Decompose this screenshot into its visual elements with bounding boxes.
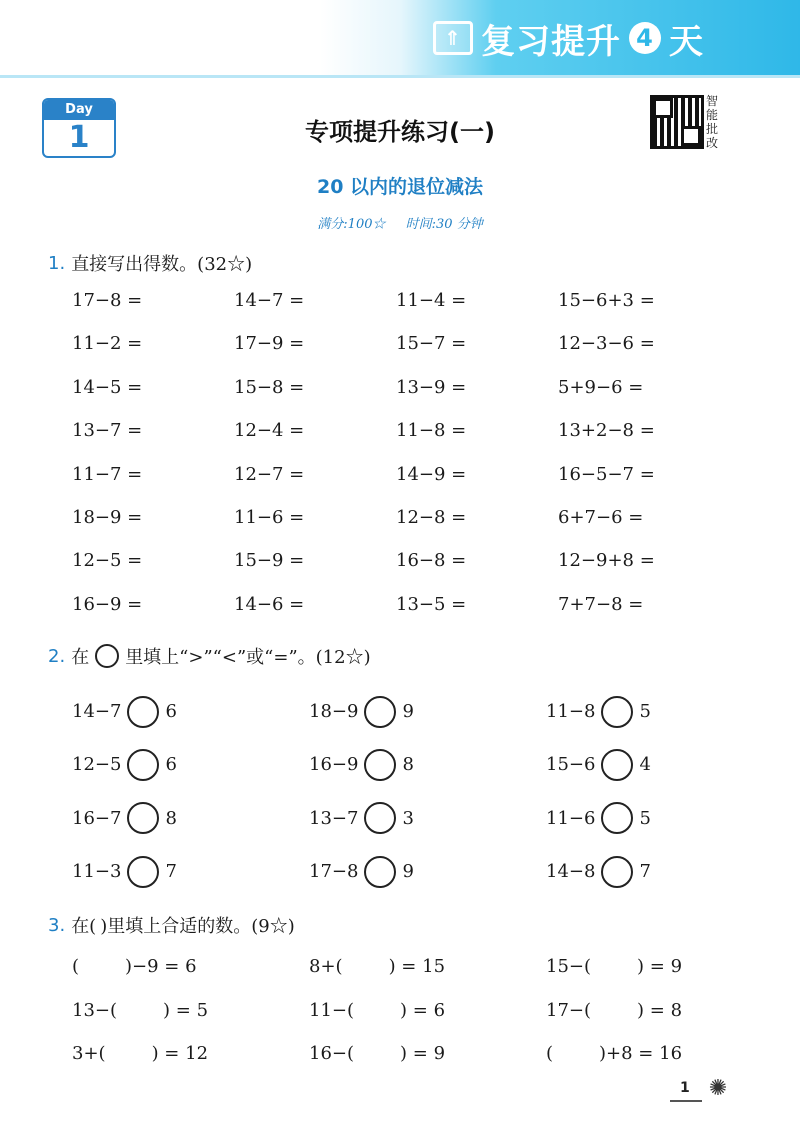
compare-right: 8 <box>165 807 177 829</box>
compare-right: 4 <box>639 754 651 776</box>
page-title: 专项提升练习(一) <box>305 118 495 146</box>
compare-item <box>309 792 546 845</box>
fill-item <box>72 1039 309 1083</box>
compare-item <box>546 738 772 791</box>
fill-item <box>72 952 309 996</box>
exercise-meta <box>0 213 800 232</box>
compare-right: 6 <box>165 701 177 723</box>
compare-left: 14−8 <box>546 861 596 883</box>
compare-left: 16−9 <box>309 754 359 776</box>
calc-item[interactable]: 15−8 = <box>234 376 305 398</box>
top-banner <box>0 0 800 78</box>
compare-answer-circle[interactable] <box>127 802 159 834</box>
calc-item[interactable]: 12−5 = <box>72 550 143 572</box>
compare-right: 5 <box>639 701 651 723</box>
compare-right: 9 <box>402 701 414 723</box>
banner-title-text: 复习提升 <box>481 21 621 62</box>
compare-left: 15−6 <box>546 754 596 776</box>
compare-item <box>546 792 772 845</box>
fill-item <box>309 1039 546 1083</box>
calc-item[interactable]: 14−9 = <box>396 463 467 485</box>
fill-item <box>546 952 772 996</box>
calc-item[interactable]: 14−5 = <box>72 376 143 398</box>
calc-item[interactable]: 13−5 = <box>396 593 467 615</box>
question-1-text: 直接写出得数。(32☆) <box>71 254 253 275</box>
fill-suffix: )+8 = 16 <box>599 1043 683 1064</box>
compare-right: 6 <box>165 754 177 776</box>
calc-item[interactable]: 12−4 = <box>234 420 305 442</box>
day-number: 1 <box>68 120 90 155</box>
calc-item[interactable]: 16−9 = <box>72 593 143 615</box>
compare-answer-circle[interactable] <box>364 696 396 728</box>
fill-item <box>309 952 546 996</box>
time-limit: 时间:30 分钟 <box>405 217 483 232</box>
compare-item <box>72 845 309 898</box>
question-3-grid <box>72 952 772 1083</box>
question-2-text-before: 在 <box>71 647 90 668</box>
fill-prefix: ( <box>72 956 80 977</box>
calc-item[interactable]: 15−6+3 = <box>558 290 655 311</box>
fill-prefix: ( <box>546 1043 554 1064</box>
full-score: 满分:100☆ <box>317 217 386 232</box>
calc-item[interactable]: 13−9 = <box>396 376 467 398</box>
compare-left: 12−5 <box>72 754 122 776</box>
question-3-heading <box>48 912 295 938</box>
compare-answer-circle[interactable] <box>601 749 633 781</box>
fill-item <box>72 996 309 1040</box>
compare-answer-circle[interactable] <box>364 856 396 888</box>
compare-answer-circle[interactable] <box>601 856 633 888</box>
question-2-heading <box>48 643 371 669</box>
fill-item <box>546 996 772 1040</box>
qr-code-icon[interactable] <box>650 95 704 149</box>
calc-item[interactable]: 15−9 = <box>234 550 305 572</box>
banner-title <box>433 16 704 60</box>
question-2-text-after: 里填上“>”“<”或“=”。(12☆) <box>125 647 371 668</box>
day-label: Day <box>44 100 114 120</box>
calc-item[interactable]: 6+7−6 = <box>558 506 644 528</box>
question-1-heading <box>48 250 252 276</box>
calc-item[interactable]: 12−9+8 = <box>558 550 655 572</box>
compare-item <box>309 685 546 738</box>
compare-left: 13−7 <box>309 807 359 829</box>
fill-suffix: ) = 5 <box>163 999 209 1021</box>
banner-day-count: 4 <box>629 22 661 54</box>
page-number-underline <box>670 1100 702 1102</box>
fill-prefix: 3+( <box>72 1043 106 1064</box>
calc-item[interactable]: 13+2−8 = <box>558 420 655 442</box>
fill-prefix: 15−( <box>546 956 592 977</box>
question-3-text-before: 在( <box>71 916 97 937</box>
compare-answer-circle[interactable] <box>127 856 159 888</box>
compare-answer-circle[interactable] <box>364 749 396 781</box>
fill-item <box>546 1039 772 1083</box>
fill-suffix: ) = 15 <box>388 956 446 977</box>
compare-answer-circle[interactable] <box>127 749 159 781</box>
compare-left: 17−8 <box>309 861 359 883</box>
compare-item <box>72 792 309 845</box>
compare-right: 7 <box>639 861 651 883</box>
fill-prefix: 11−( <box>309 999 355 1021</box>
compare-answer-circle[interactable] <box>601 696 633 728</box>
swirl-icon: ✺ <box>708 1075 728 1101</box>
fill-prefix: 13−( <box>72 999 118 1021</box>
calc-item[interactable]: 11−2 = <box>72 333 143 355</box>
compare-right: 3 <box>402 807 414 829</box>
fill-prefix: 8+( <box>309 956 343 977</box>
compare-left: 18−9 <box>309 701 359 723</box>
calc-item[interactable]: 11−7 = <box>72 463 143 485</box>
fill-suffix: ) = 12 <box>151 1043 209 1064</box>
calc-item[interactable]: 15−7 = <box>396 333 467 355</box>
compare-item <box>72 685 309 738</box>
fill-suffix: ) = 9 <box>400 1043 446 1064</box>
compare-right: 8 <box>402 754 414 776</box>
calc-item[interactable]: 5+9−6 = <box>558 376 644 398</box>
calc-item[interactable]: 11−4 = <box>396 290 467 311</box>
calc-item[interactable]: 7+7−8 = <box>558 593 644 615</box>
fill-suffix: ) = 6 <box>400 999 446 1021</box>
calc-item[interactable]: 17−9 = <box>234 333 305 355</box>
fill-suffix: )−9 = 6 <box>125 956 197 977</box>
compare-left: 11−6 <box>546 807 596 829</box>
compare-left: 11−3 <box>72 861 122 883</box>
question-2-number: 2. <box>48 645 66 667</box>
calc-item[interactable]: 12−8 = <box>396 506 467 528</box>
page-number: 1 <box>680 1080 690 1096</box>
calc-item[interactable]: 12−3−6 = <box>558 333 655 355</box>
circle-icon <box>95 644 119 668</box>
calc-item[interactable]: 13−7 = <box>72 420 143 442</box>
book-icon: ⇑ <box>433 21 473 55</box>
question-2-grid <box>72 685 772 898</box>
calc-item[interactable]: 17−8 = <box>72 290 143 311</box>
calc-item[interactable]: 12−7 = <box>234 463 305 485</box>
calc-item[interactable]: 14−6 = <box>234 593 305 615</box>
compare-right: 7 <box>165 861 177 883</box>
calc-item[interactable]: 18−9 = <box>72 506 143 528</box>
compare-item <box>309 738 546 791</box>
qr-label: 智能批改 <box>706 94 719 150</box>
compare-right: 5 <box>639 807 651 829</box>
compare-answer-circle[interactable] <box>601 802 633 834</box>
question-3-number: 3. <box>48 914 66 936</box>
calc-item[interactable]: 16−8 = <box>396 550 467 572</box>
compare-left: 14−7 <box>72 701 122 723</box>
calc-item[interactable]: 16−5−7 = <box>558 463 655 485</box>
fill-suffix: ) = 9 <box>637 956 683 977</box>
compare-item <box>546 845 772 898</box>
question-1-grid <box>72 286 752 633</box>
compare-item <box>546 685 772 738</box>
compare-answer-circle[interactable] <box>364 802 396 834</box>
fill-prefix: 17−( <box>546 999 592 1021</box>
compare-answer-circle[interactable] <box>127 696 159 728</box>
question-3-text-after: )里填上合适的数。(9☆) <box>100 916 295 937</box>
compare-left: 11−8 <box>546 701 596 723</box>
calc-item[interactable]: 11−6 = <box>234 506 305 528</box>
question-1-number: 1. <box>48 252 66 274</box>
calc-item[interactable]: 14−7 = <box>234 290 305 311</box>
banner-title-suffix: 天 <box>669 21 704 62</box>
calc-item[interactable]: 11−8 = <box>396 420 467 442</box>
fill-suffix: ) = 8 <box>637 999 683 1021</box>
section-subtitle: 20 以内的退位减法 <box>316 176 484 198</box>
fill-prefix: 16−( <box>309 1043 355 1064</box>
compare-right: 9 <box>402 861 414 883</box>
compare-left: 16−7 <box>72 807 122 829</box>
fill-item <box>309 996 546 1040</box>
compare-item <box>72 738 309 791</box>
compare-item <box>309 845 546 898</box>
